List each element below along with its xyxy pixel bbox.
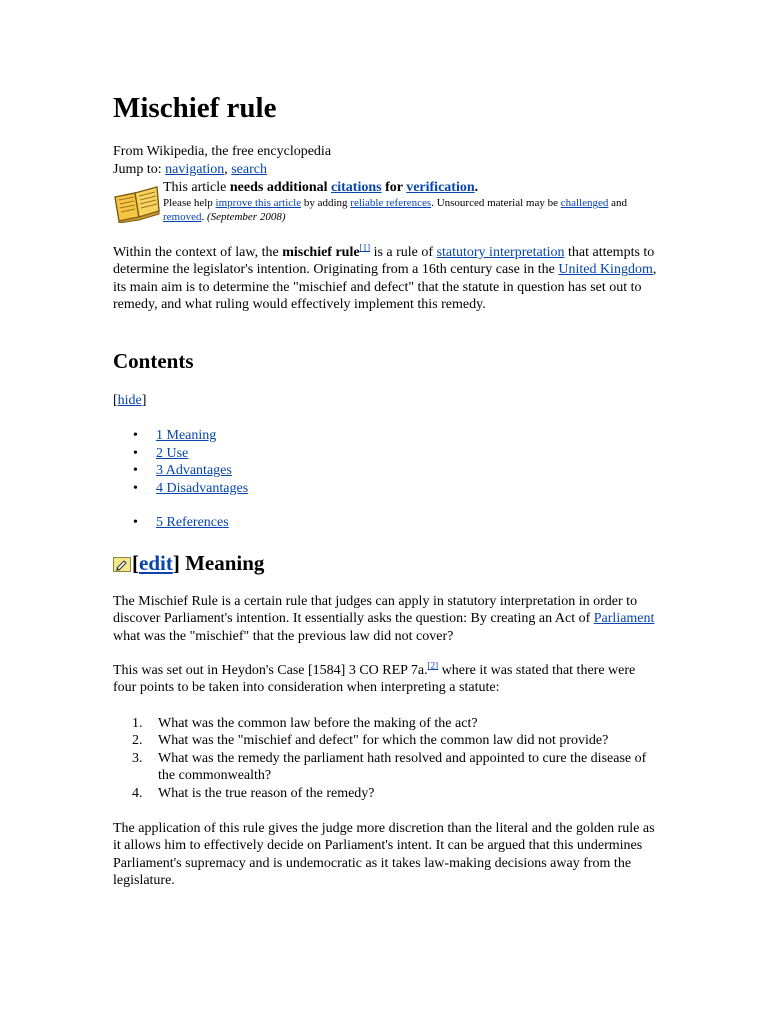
verification-notice bbox=[113, 179, 658, 225]
list-text: What is the true reason of the remedy? bbox=[158, 785, 375, 801]
book-icon bbox=[113, 183, 161, 223]
bracket-close: ] bbox=[141, 393, 147, 408]
citations-link[interactable]: citations bbox=[331, 180, 382, 195]
notice-text: This article bbox=[163, 180, 230, 195]
article-meta bbox=[113, 143, 331, 178]
list-number: 3. bbox=[132, 750, 143, 766]
list-item bbox=[113, 785, 658, 802]
notice-main bbox=[163, 179, 478, 196]
list-item bbox=[113, 750, 658, 785]
page-title: Mischief rule bbox=[113, 92, 277, 124]
meaning-paragraph-2 bbox=[113, 662, 658, 697]
ref-1-link[interactable]: [1] bbox=[359, 242, 371, 253]
heydon-text-2: where it was stated that there were four points to be taken into consideration when interpreting a statute: bbox=[113, 663, 636, 696]
jump-to bbox=[113, 161, 331, 179]
meaning-paragraph-3: The application of this rule gives the judge more discretion than the literal and the golden rule as it allows him to effectively decide on Parliament's intent. It can be argued that this undermines Parliament's supremacy and is undemocratic as it takes law-making decisions away from the legislature. bbox=[113, 821, 655, 889]
reliable-references-link[interactable]: reliable references bbox=[350, 197, 432, 209]
intro-text-3: that attempts to determine the legislator's intention. Originating from a 16th century case in the bbox=[113, 245, 655, 278]
list-text: What was the common law before the making of the act? bbox=[158, 716, 478, 731]
meaning-text-1: The Mischief Rule is a certain rule that judges can apply in statutory interpretation in order to discover Parliament's intention. It essentially asks the question: By creating an Act of bbox=[113, 594, 638, 627]
toc-item bbox=[113, 445, 248, 463]
notice-sub-text-2: by adding bbox=[301, 197, 351, 209]
intro-text-4: , its main aim is to determine the "mischief and defect" that the statute in question has set out to remedy, and what ruling would effectively implement this remedy. bbox=[113, 262, 657, 313]
jump-navigation-link[interactable]: navigation bbox=[165, 161, 225, 177]
notice-sub-text-3: . Unsourced material may be bbox=[431, 197, 561, 209]
edit-bracket-open: [ bbox=[132, 551, 139, 575]
bullet: • bbox=[133, 463, 138, 478]
notice-for: for bbox=[381, 180, 407, 195]
toc-item bbox=[113, 462, 248, 480]
list-number: 1. bbox=[132, 716, 143, 731]
list-text: What was the remedy the parliament hath resolved and appointed to cure the disease of the commonwealth? bbox=[158, 750, 647, 784]
toc-item bbox=[113, 480, 248, 498]
intro-text-1: Within the context of law, the bbox=[113, 245, 283, 260]
meaning-paragraph-1 bbox=[113, 593, 658, 645]
list-item bbox=[113, 732, 658, 749]
table-of-contents bbox=[113, 427, 248, 532]
intro-paragraph bbox=[113, 244, 658, 314]
contents-toggle bbox=[113, 392, 146, 409]
section-title: Meaning bbox=[179, 551, 265, 575]
contents-heading: Contents bbox=[113, 349, 194, 373]
bullet: • bbox=[133, 480, 138, 496]
heydon-text-1: This was set out in Heydon's Case [1584] 3 CO REP 7a. bbox=[113, 663, 428, 678]
statutory-interpretation-link[interactable]: statutory interpretation bbox=[436, 245, 565, 260]
toc-link-advantages[interactable]: 3 Advantages bbox=[156, 463, 232, 478]
notice-sub-text: Please help bbox=[163, 197, 216, 209]
list-number: 4. bbox=[132, 785, 143, 801]
jump-to-label: Jump to: bbox=[113, 161, 166, 177]
notice-sub-dot: . bbox=[201, 211, 207, 223]
bullet: • bbox=[133, 445, 138, 461]
intro-bold-term: mischief rule bbox=[282, 245, 360, 260]
toc-link-references[interactable]: 5 References bbox=[156, 515, 229, 530]
toc-link-use[interactable]: 2 Use bbox=[156, 445, 189, 461]
notice-date: (September 2008) bbox=[206, 211, 286, 223]
notice-sub-and: and bbox=[608, 197, 628, 209]
verification-link[interactable]: verification bbox=[406, 180, 475, 195]
edit-bracket-close: ] bbox=[172, 551, 180, 575]
removed-link[interactable]: removed bbox=[163, 211, 202, 223]
section-heading-meaning bbox=[113, 549, 264, 577]
toc-item bbox=[113, 514, 248, 532]
toc-link-meaning[interactable]: 1 Meaning bbox=[156, 428, 217, 443]
list-number: 2. bbox=[132, 733, 143, 749]
notice-needs: needs additional bbox=[229, 180, 332, 195]
heydon-points-list bbox=[113, 715, 658, 802]
edit-icon[interactable] bbox=[113, 557, 131, 572]
improve-article-link[interactable]: improve this article bbox=[215, 197, 302, 209]
toc-item bbox=[113, 427, 248, 445]
hide-contents-link[interactable]: hide bbox=[117, 393, 142, 408]
bracket-open: [ bbox=[113, 393, 118, 408]
meaning-text-2: what was the "mischief" that the previous law did not cover? bbox=[113, 628, 454, 644]
list-item bbox=[113, 715, 658, 732]
edit-section-link[interactable]: edit bbox=[139, 551, 173, 575]
parliament-link[interactable]: Parliament bbox=[593, 611, 655, 627]
jump-search-link[interactable]: search bbox=[231, 161, 267, 177]
bullet: • bbox=[133, 515, 138, 530]
jump-separator: , bbox=[224, 161, 232, 177]
challenged-link[interactable]: challenged bbox=[560, 197, 609, 209]
list-text: What was the "mischief and defect" for which the common law did not provide? bbox=[158, 733, 609, 749]
united-kingdom-link[interactable]: United Kingdom bbox=[558, 262, 653, 278]
ref-2-link[interactable]: [2] bbox=[427, 660, 439, 671]
bullet: • bbox=[133, 428, 138, 443]
intro-text-2: is a rule of bbox=[370, 245, 437, 260]
toc-link-disadvantages[interactable]: 4 Disadvantages bbox=[156, 480, 249, 496]
notice-sub bbox=[163, 196, 663, 224]
tagline: From Wikipedia, the free encyclopedia bbox=[113, 144, 332, 159]
notice-end: . bbox=[474, 180, 479, 195]
